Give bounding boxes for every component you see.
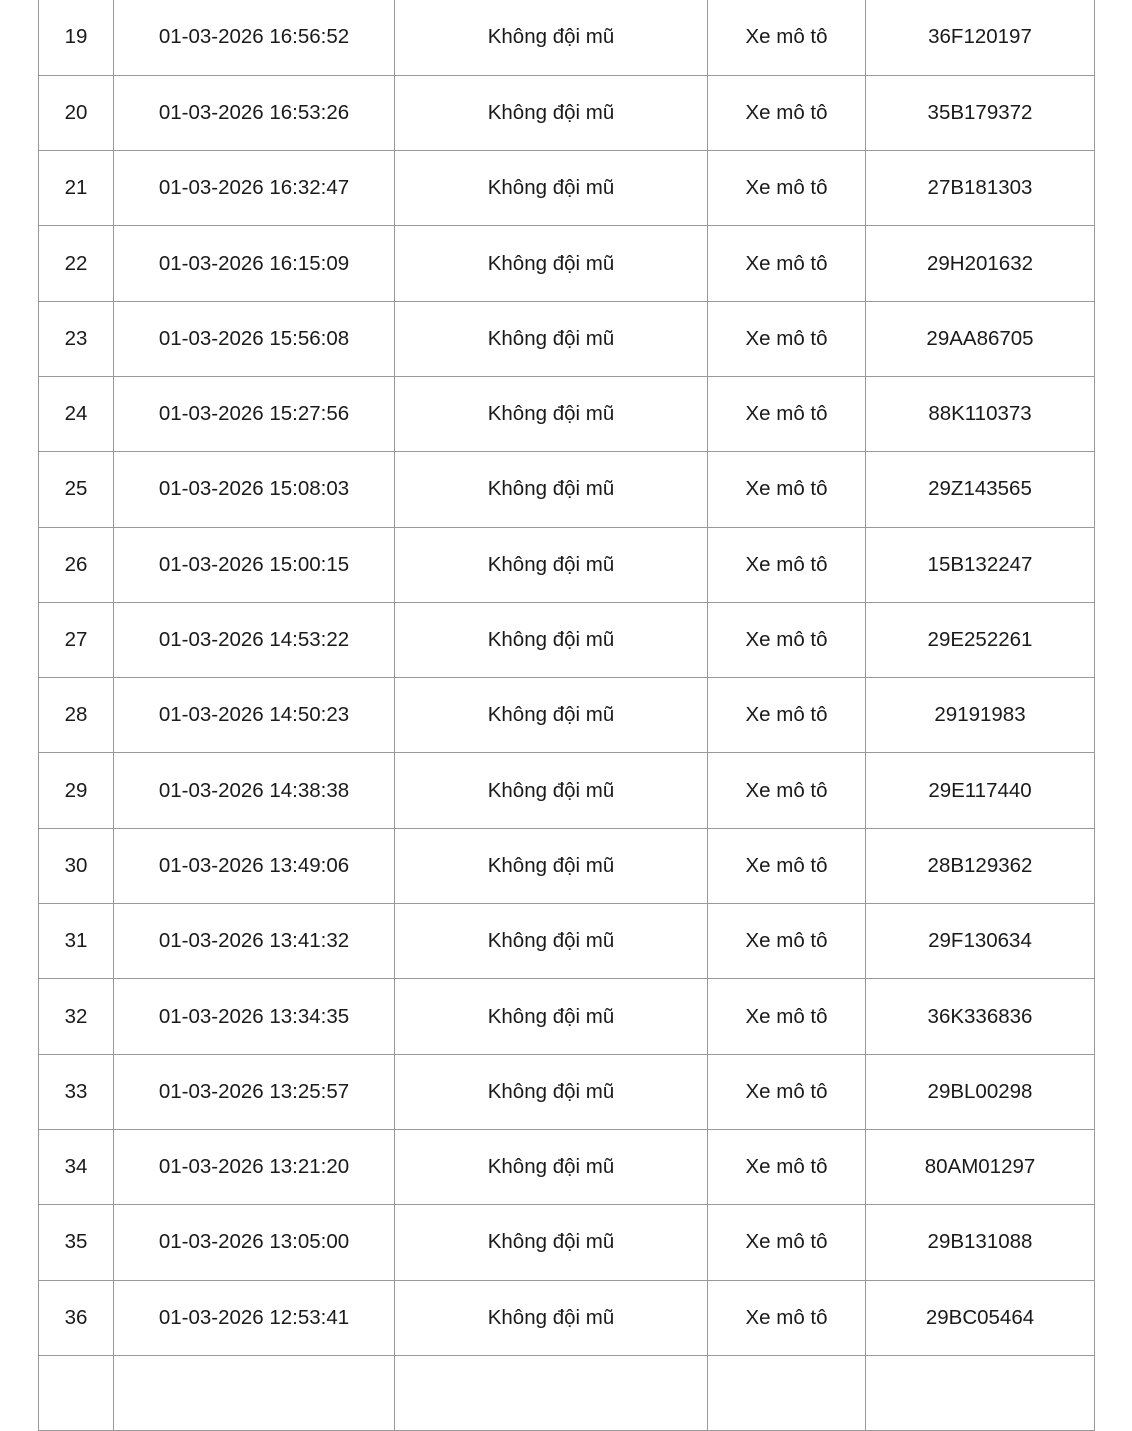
table-row (39, 979, 1095, 1054)
license-plate-cell: 29BC05464 (866, 1280, 1095, 1355)
table-row (39, 301, 1095, 376)
violations-table (38, 0, 1095, 1431)
vehicle-type-cell: Xe mô tô (708, 602, 866, 677)
table-row (39, 678, 1095, 753)
violation-type-cell: Không đội mũ (395, 452, 708, 527)
row-index-cell: 21 (39, 151, 114, 226)
violation-time-cell: 01-03-2026 13:34:35 (114, 979, 395, 1054)
row-index-cell: 25 (39, 452, 114, 527)
table-row (39, 904, 1095, 979)
table-row (39, 75, 1095, 150)
row-index-cell: 26 (39, 527, 114, 602)
row-index-cell: 24 (39, 376, 114, 451)
license-plate-cell: 36K336836 (866, 979, 1095, 1054)
table-row (39, 1205, 1095, 1280)
license-plate-cell: 15B132247 (866, 527, 1095, 602)
violation-time-cell: 01-03-2026 14:53:22 (114, 602, 395, 677)
violation-type-cell: Không đội mũ (395, 376, 708, 451)
vehicle-type-cell: Xe mô tô (708, 301, 866, 376)
row-index-cell: 32 (39, 979, 114, 1054)
vehicle-type-cell: Xe mô tô (708, 678, 866, 753)
table-cell-partial (39, 1355, 114, 1430)
violation-time-cell: 01-03-2026 16:53:26 (114, 75, 395, 150)
vehicle-type-cell: Xe mô tô (708, 527, 866, 602)
table-row-partial (39, 1355, 1095, 1430)
table-row (39, 828, 1095, 903)
row-index-cell: 36 (39, 1280, 114, 1355)
vehicle-type-cell: Xe mô tô (708, 75, 866, 150)
violation-type-cell: Không đội mũ (395, 678, 708, 753)
violation-type-cell: Không đội mũ (395, 753, 708, 828)
license-plate-cell: 29191983 (866, 678, 1095, 753)
table-cell-partial (114, 1355, 395, 1430)
row-index-cell: 20 (39, 75, 114, 150)
license-plate-cell: 29E117440 (866, 753, 1095, 828)
vehicle-type-cell: Xe mô tô (708, 376, 866, 451)
table-row (39, 452, 1095, 527)
table-row (39, 1054, 1095, 1129)
row-index-cell: 33 (39, 1054, 114, 1129)
vehicle-type-cell: Xe mô tô (708, 1129, 866, 1204)
license-plate-cell: 28B129362 (866, 828, 1095, 903)
table-row (39, 226, 1095, 301)
license-plate-cell: 80AM01297 (866, 1129, 1095, 1204)
violation-time-cell: 01-03-2026 13:21:20 (114, 1129, 395, 1204)
violation-time-cell: 01-03-2026 13:05:00 (114, 1205, 395, 1280)
violation-time-cell: 01-03-2026 13:49:06 (114, 828, 395, 903)
violation-type-cell: Không đội mũ (395, 1205, 708, 1280)
violation-type-cell: Không đội mũ (395, 904, 708, 979)
row-index-cell: 28 (39, 678, 114, 753)
violation-time-cell: 01-03-2026 15:00:15 (114, 527, 395, 602)
violation-type-cell: Không đội mũ (395, 979, 708, 1054)
violation-type-cell: Không đội mũ (395, 602, 708, 677)
license-plate-cell: 29Z143565 (866, 452, 1095, 527)
license-plate-cell: 27B181303 (866, 151, 1095, 226)
license-plate-cell: 35B179372 (866, 75, 1095, 150)
license-plate-cell: 36F120197 (866, 0, 1095, 75)
license-plate-cell: 29AA86705 (866, 301, 1095, 376)
violation-time-cell: 01-03-2026 13:41:32 (114, 904, 395, 979)
table-row (39, 527, 1095, 602)
violation-type-cell: Không đội mũ (395, 1280, 708, 1355)
table-row (39, 376, 1095, 451)
table-row (39, 151, 1095, 226)
violation-type-cell: Không đội mũ (395, 828, 708, 903)
vehicle-type-cell: Xe mô tô (708, 1205, 866, 1280)
table-row (39, 1129, 1095, 1204)
table-cell-partial (395, 1355, 708, 1430)
vehicle-type-cell: Xe mô tô (708, 904, 866, 979)
table-cell-partial (866, 1355, 1095, 1430)
table-cell-partial (708, 1355, 866, 1430)
violation-time-cell: 01-03-2026 16:15:09 (114, 226, 395, 301)
row-index-cell: 22 (39, 226, 114, 301)
vehicle-type-cell: Xe mô tô (708, 828, 866, 903)
row-index-cell: 31 (39, 904, 114, 979)
row-index-cell: 30 (39, 828, 114, 903)
row-index-cell: 23 (39, 301, 114, 376)
vehicle-type-cell: Xe mô tô (708, 979, 866, 1054)
violation-type-cell: Không đội mũ (395, 0, 708, 75)
table-row (39, 602, 1095, 677)
violation-time-cell: 01-03-2026 14:50:23 (114, 678, 395, 753)
violation-type-cell: Không đội mũ (395, 301, 708, 376)
violation-type-cell: Không đội mũ (395, 1054, 708, 1129)
row-index-cell: 19 (39, 0, 114, 75)
vehicle-type-cell: Xe mô tô (708, 0, 866, 75)
violation-time-cell: 01-03-2026 15:27:56 (114, 376, 395, 451)
violation-type-cell: Không đội mũ (395, 527, 708, 602)
license-plate-cell: 88K110373 (866, 376, 1095, 451)
row-index-cell: 27 (39, 602, 114, 677)
vehicle-type-cell: Xe mô tô (708, 1280, 866, 1355)
table-row (39, 0, 1095, 75)
license-plate-cell: 29F130634 (866, 904, 1095, 979)
row-index-cell: 35 (39, 1205, 114, 1280)
violation-time-cell: 01-03-2026 13:25:57 (114, 1054, 395, 1129)
violation-type-cell: Không đội mũ (395, 151, 708, 226)
violation-type-cell: Không đội mũ (395, 1129, 708, 1204)
table-row (39, 1280, 1095, 1355)
license-plate-cell: 29B131088 (866, 1205, 1095, 1280)
violation-time-cell: 01-03-2026 16:32:47 (114, 151, 395, 226)
vehicle-type-cell: Xe mô tô (708, 151, 866, 226)
violation-type-cell: Không đội mũ (395, 226, 708, 301)
vehicle-type-cell: Xe mô tô (708, 226, 866, 301)
vehicle-type-cell: Xe mô tô (708, 1054, 866, 1129)
violation-time-cell: 01-03-2026 15:08:03 (114, 452, 395, 527)
table-row (39, 753, 1095, 828)
vehicle-type-cell: Xe mô tô (708, 452, 866, 527)
license-plate-cell: 29H201632 (866, 226, 1095, 301)
violation-type-cell: Không đội mũ (395, 75, 708, 150)
vehicle-type-cell: Xe mô tô (708, 753, 866, 828)
license-plate-cell: 29E252261 (866, 602, 1095, 677)
violation-time-cell: 01-03-2026 12:53:41 (114, 1280, 395, 1355)
violation-time-cell: 01-03-2026 15:56:08 (114, 301, 395, 376)
violation-time-cell: 01-03-2026 16:56:52 (114, 0, 395, 75)
row-index-cell: 34 (39, 1129, 114, 1204)
violations-table-body (39, 0, 1095, 1431)
license-plate-cell: 29BL00298 (866, 1054, 1095, 1129)
row-index-cell: 29 (39, 753, 114, 828)
violation-time-cell: 01-03-2026 14:38:38 (114, 753, 395, 828)
